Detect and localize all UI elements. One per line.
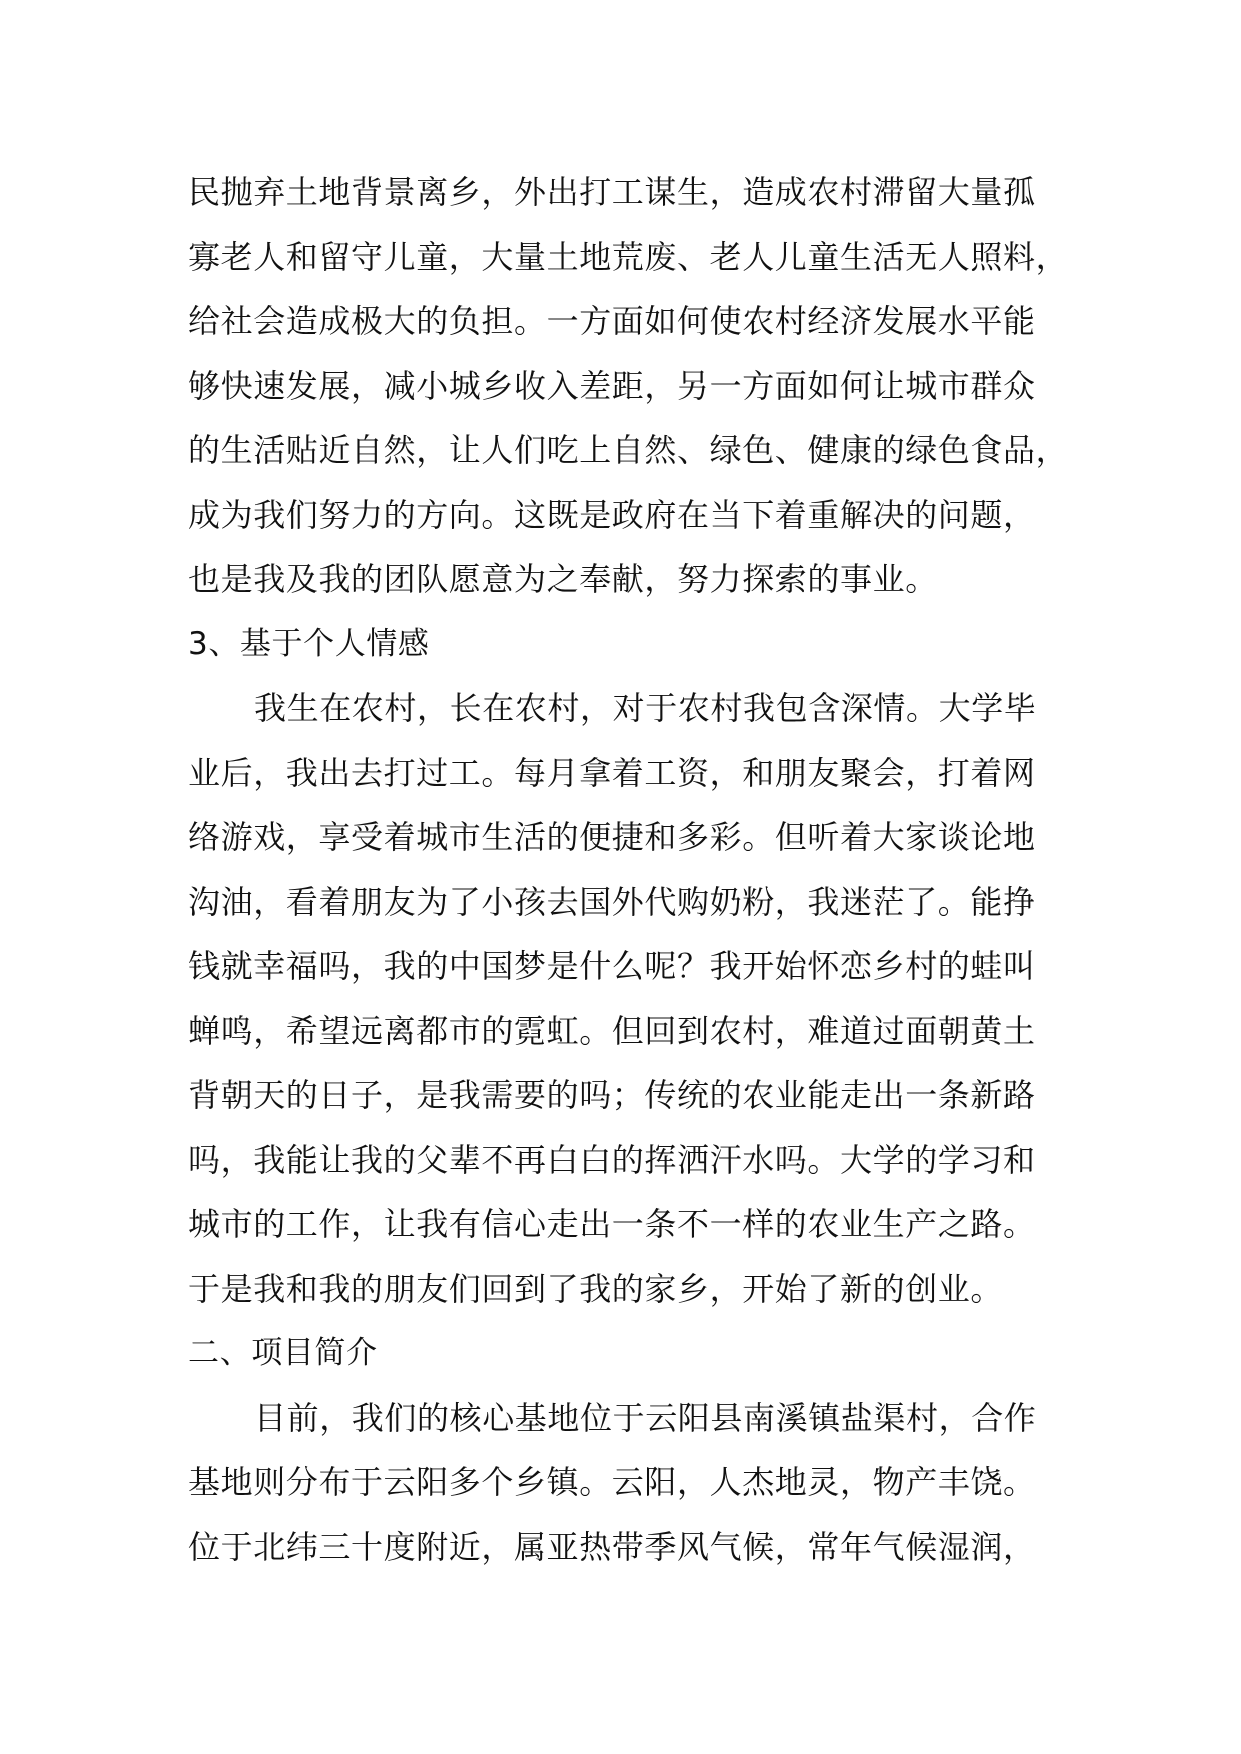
paragraph-project-base: [188, 1386, 1058, 1580]
text-line: 基地则分布于云阳多个乡镇。云阳，人杰地灵，物产丰饶。: [188, 1463, 1036, 1501]
text-line: 业后，我出去打过工。每月拿着工资，和朋友聚会，打着网: [188, 753, 1036, 792]
text-line: 城市的工作，让我有信心走出一条不一样的农业生产之路。: [188, 1205, 1036, 1243]
text-line: 够快速发展，减小城乡收入差距，另一方面如何让城市群众: [188, 366, 1036, 405]
section-heading-personal-emotion: 3、基于个人情感: [188, 625, 430, 662]
text-line: 于是我和我的朋友们回到了我的家乡，开始了新的创业。: [188, 1269, 1004, 1308]
text-line: 寡老人和留守儿童，大量土地荒废、老人儿童生活无人照料，: [188, 237, 1069, 276]
paragraph-rural-context: [188, 160, 1069, 612]
section-heading-project-intro: 二、项目简介: [188, 1335, 378, 1371]
text-line: 民抛弃土地背景离乡，外出打工谋生，造成农村滞留大量孤: [188, 173, 1036, 211]
text-line: 给社会造成极大的负担。一方面如何使农村经济发展水平能: [188, 302, 1036, 340]
text-line: 吗，我能让我的父辈不再白白的挥洒汗水吗。大学的学习和: [188, 1140, 1036, 1179]
text-line: 我生在农村，长在农村，对于农村我包含深情。大学毕: [254, 689, 1037, 727]
text-line: 目前，我们的核心基地位于云阳县南溪镇盐渠村，合作: [254, 1398, 1037, 1437]
paragraph-personal-story: [188, 676, 1058, 1321]
text-line: 背朝天的日子，是我需要的吗；传统的农业能走出一条新路: [188, 1076, 1036, 1114]
text-line: 络游戏，享受着城市生活的便捷和多彩。但听着大家谈论地: [188, 818, 1036, 856]
text-line: 蝉鸣，希望远离都市的霓虹。但回到农村，难道过面朝黄土: [188, 1011, 1036, 1050]
text-line: 沟油，看着朋友为了小孩去国外代购奶粉，我迷茫了。能挣: [188, 882, 1036, 921]
text-line: 成为我们努力的方向。这既是政府在当下着重解决的问题，: [188, 495, 1036, 534]
text-line: 也是我及我的团队愿意为之奉献，努力探索的事业。: [188, 560, 938, 598]
text-line: 位于北纬三十度附近，属亚热带季风气候，常年气候湿润，: [188, 1527, 1036, 1566]
text-line: 的生活贴近自然，让人们吃上自然、绿色、健康的绿色食品，: [188, 431, 1069, 469]
document-body: [188, 160, 1069, 1579]
text-line: 钱就幸福吗，我的中国梦是什么呢？我开始怀恋乡村的蛙叫: [188, 947, 1036, 985]
